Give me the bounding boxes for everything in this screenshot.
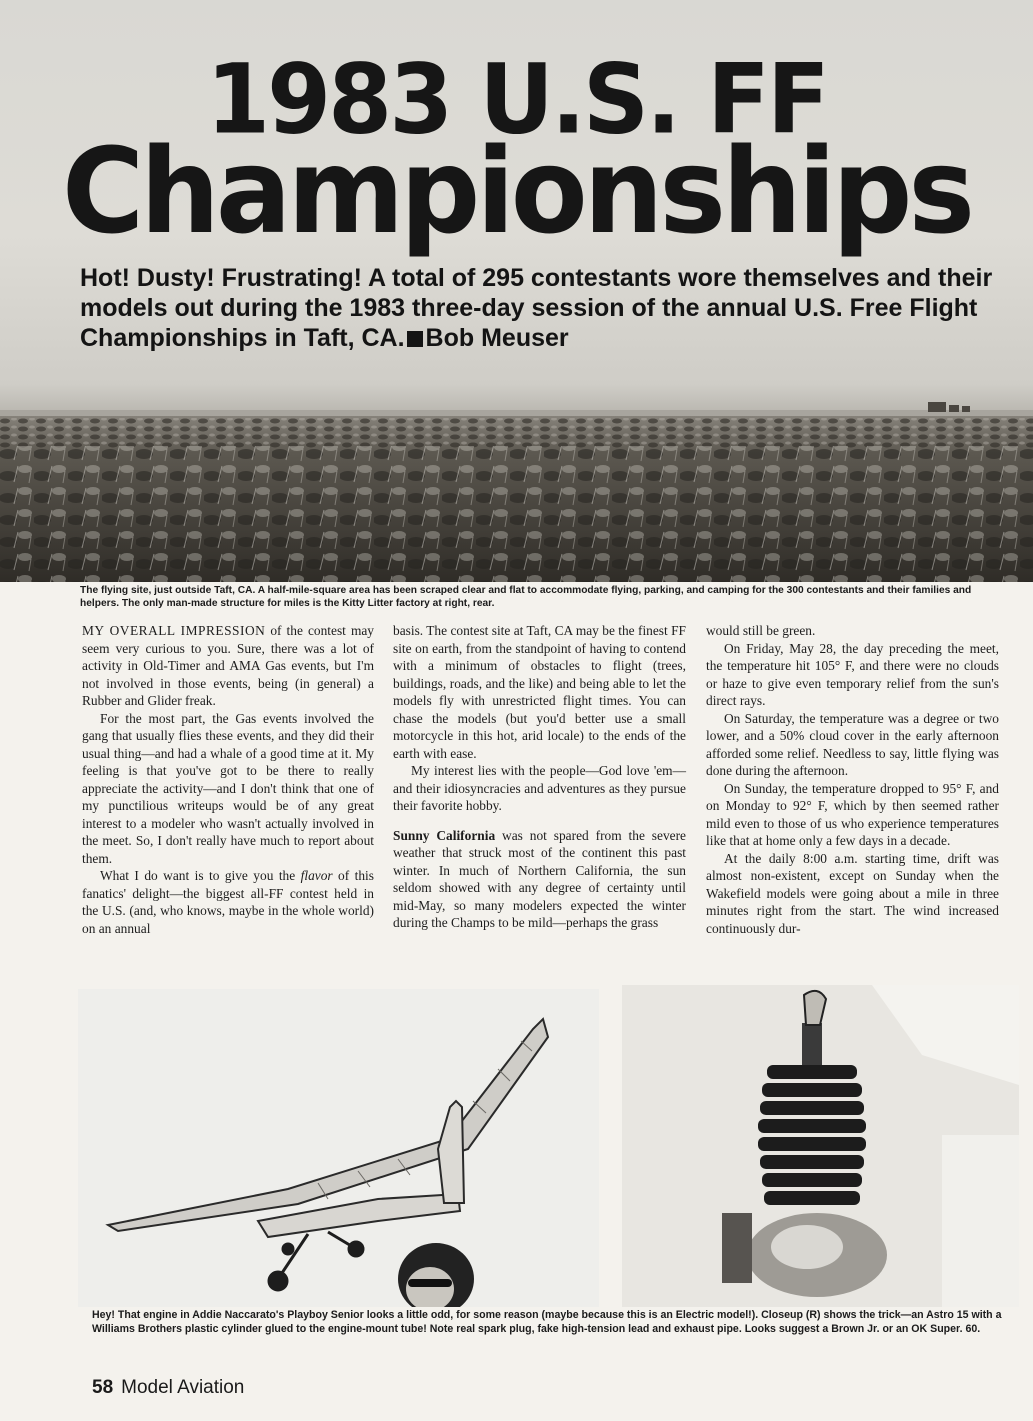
hero-photo: [0, 0, 1033, 582]
section-subhead: Sunny California: [393, 827, 496, 843]
paragraph: would still be green.: [706, 623, 816, 638]
article-title-line-2: Championships: [61, 123, 972, 261]
paragraph-text: What I do want is to give you the: [100, 868, 301, 883]
paragraph: For the most part, the Gas events involved the gang that usually flies these events, and they did their usual thing—and had a whale of a good time at it. My feeling is that you've got to be there to really appreciate the activity—and I don't think that one of my punctilious writeups would be of any great interest to a modeler who wasn't actually involved in the meet. So, I don't really have much to report about them.: [82, 710, 374, 866]
page-number: 58: [92, 1377, 114, 1398]
photo-caption-top: The flying site, just outside Taft, CA. A half-mile-square area has been scraped clear and flat to accommodate flying, parking, and camping for the 300 contestants and their families and helpers. The only man-made structure for miles is the Kitty Litter factory at right, rear.: [80, 585, 972, 609]
paragraph: [82, 867, 374, 937]
engine-closeup-photo: [622, 985, 1019, 1307]
text-column-3: [706, 622, 999, 937]
paragraph-text: was not spared from the severe weather that struck most of the continent this past winter. In much of Northern California, the sun seldom showed with any degree of certainty until mid-May, so many modelers expected the winter during the Champs to be mild—perhaps the grass: [393, 827, 686, 930]
model-airplane-photo: [78, 989, 599, 1307]
text-column-1: [82, 622, 374, 937]
paragraph-text: of this fanatics' delight—the biggest all-FF contest held in the U.S. (and, who knows, maybe in the whole world) on an annual: [82, 868, 374, 936]
paragraph: On Sunday, the temperature dropped to 95° F, and on Monday to 92° F, which by then seemed rather mild even to those of us who experience temperatures like that at home only a few days in a decade.: [706, 780, 999, 848]
byline: Bob Meuser: [425, 324, 569, 352]
paragraph: My interest lies with the people—God love 'em—and their idiosyncracies and adventures as they pursue their favorite hobby.: [393, 763, 686, 813]
subhead-text: Hot! Dusty! Frustrating! A total of 295 contestants wore themselves and their models out during the 1983 three-day session of the annual U.S. Free Flight Championships in Taft, CA.: [80, 264, 993, 352]
page-footer: [92, 1377, 244, 1399]
black-square-icon: [407, 331, 423, 347]
engine-illustration: [622, 985, 1019, 1307]
paragraph: basis. The contest site at Taft, CA may be the finest FF site on earth, from the standpoint of having to contend with a minimum of obstacles to flight (trees, buildings, roads, and the like) and being able to let the models fly with unrestricted flight times. You can chase the models (but you'd better use a small motorcycle in this hot, arid locale) to the ends of the earth with ease.: [393, 623, 686, 761]
paragraph: On Friday, May 28, the day preceding the meet, the temperature hit 105° F, and there were no clouds or haze to give even temporary relief from the sun's direct rays.: [706, 640, 999, 708]
kitty-litter-factory: [928, 402, 970, 412]
text-column-2: [393, 622, 686, 932]
model-airplane-illustration: [78, 989, 599, 1307]
paragraph: [393, 827, 686, 932]
magazine-name: Model Aviation: [121, 1377, 245, 1398]
paragraph-text: of the contest may seem very curious to you. Sure, there was a lot of activity in Old-Timer and AMA Gas events, but I'm not involved in those events, being (in general) a Rubber and Glider freak.: [82, 623, 374, 708]
photo-caption-bottom: Hey! That engine in Addie Naccarato's Playboy Senior looks a little odd, for some reason (maybe because this is an Electric model!). Closeup (R) shows the trick—an Astro 15 with a Williams Brothers plastic cylinder glued to the engine-mount tube! Note real spark plug, fake high-tension lead and exhaust pipe. Looks suggest a Brown Jr. or an OK Super. 60.: [92, 1309, 1002, 1335]
article-subhead: [80, 263, 1010, 353]
paragraph: At the daily 8:00 a.m. starting time, drift was almost non-existent, except on Sunday when the Wakefield models were going about a mile in three minutes right from the start. The wind increased continuously dur-: [706, 850, 999, 936]
emphasis: flavor: [300, 868, 333, 883]
paragraph: [82, 622, 374, 710]
paragraph: On Saturday, the temperature was a degree or two lower, and a 50% cloud cover in the early afternoon afforded some relief. Needless to say, little flying was done during the afternoon.: [706, 710, 999, 778]
article-title-line-1: 1983 U.S. FF: [206, 43, 827, 156]
lead-in: MY OVERALL IMPRESSION: [82, 623, 266, 638]
